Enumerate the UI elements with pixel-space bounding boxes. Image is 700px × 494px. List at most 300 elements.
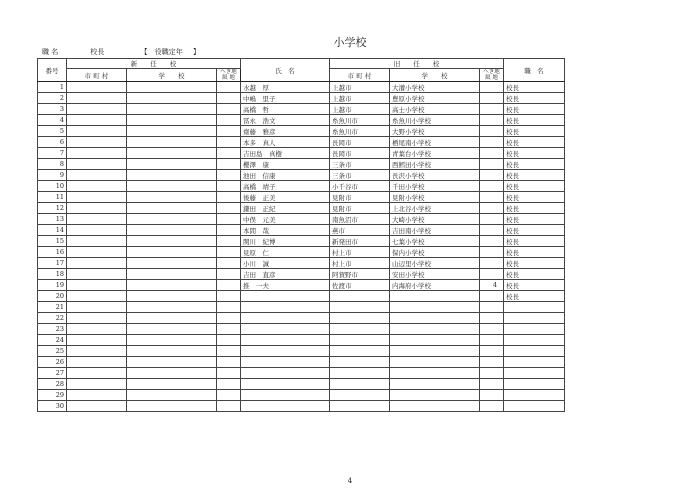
new-school-cell (127, 148, 217, 159)
old-city-cell: 長岡市 (330, 137, 390, 148)
old-district-cell (480, 82, 504, 93)
new-district-cell (217, 82, 241, 93)
old-city-cell: 佐渡市 (330, 280, 390, 291)
new-city-cell (67, 104, 127, 115)
position-cell (504, 401, 565, 412)
name-cell (241, 313, 330, 324)
old-school-cell: 山辺里小学校 (390, 258, 480, 269)
name-cell: 中俣 元美 (241, 214, 330, 225)
new-city-cell (67, 159, 127, 170)
position-cell: 校長 (504, 137, 565, 148)
old-city-cell: 長岡市 (330, 148, 390, 159)
new-district-cell (217, 225, 241, 236)
name-cell: 齋藤 雅彦 (241, 126, 330, 137)
old-district-cell (480, 302, 504, 313)
row-number: 1 (38, 82, 67, 93)
position-cell (504, 335, 565, 346)
old-city-cell: 村上市 (330, 258, 390, 269)
table-row (38, 280, 565, 291)
document-title: 小学校 (333, 36, 367, 49)
table-row (38, 181, 565, 192)
new-city-cell (67, 214, 127, 225)
name-cell: 高橋 靖子 (241, 181, 330, 192)
old-school-cell (390, 346, 480, 357)
row-number: 29 (38, 390, 67, 401)
table-row (38, 225, 565, 236)
header-new-school-name: 学 校 (127, 69, 217, 82)
table-row (38, 236, 565, 247)
row-number: 22 (38, 313, 67, 324)
position-cell: 校長 (504, 247, 565, 258)
old-district-cell (480, 368, 504, 379)
name-cell (241, 324, 330, 335)
new-school-cell (127, 214, 217, 225)
old-school-cell: 千田小学校 (390, 181, 480, 192)
row-number: 20 (38, 291, 67, 302)
new-city-cell (67, 335, 127, 346)
bracket-open: 【 (140, 48, 148, 56)
new-school-cell (127, 280, 217, 291)
table-row (38, 203, 565, 214)
new-district-cell (217, 159, 241, 170)
row-number: 30 (38, 401, 67, 412)
position-cell: 校長 (504, 82, 565, 93)
old-district-cell: 4 (480, 280, 504, 291)
old-school-cell: 糸魚川小学校 (390, 115, 480, 126)
row-number: 3 (38, 104, 67, 115)
row-number: 4 (38, 115, 67, 126)
row-number: 9 (38, 170, 67, 181)
new-school-cell (127, 192, 217, 203)
old-district-cell (480, 181, 504, 192)
old-city-cell: 新発田市 (330, 236, 390, 247)
new-district-cell (217, 368, 241, 379)
new-school-cell (127, 93, 217, 104)
position-cell: 校長 (504, 126, 565, 137)
row-number: 24 (38, 335, 67, 346)
old-city-cell: 三条市 (330, 170, 390, 181)
position-cell: 校長 (504, 258, 565, 269)
old-district-cell (480, 390, 504, 401)
new-city-cell (67, 346, 127, 357)
name-cell: 吉田 直彦 (241, 269, 330, 280)
header-old-district (480, 69, 504, 82)
new-school-cell (127, 313, 217, 324)
old-district-cell (480, 115, 504, 126)
new-district-cell (217, 269, 241, 280)
roster-table (37, 58, 565, 412)
table-row (38, 335, 565, 346)
old-city-cell: 見附市 (330, 203, 390, 214)
old-city-cell: 南魚沼市 (330, 214, 390, 225)
old-district-cell (480, 335, 504, 346)
name-cell: 関川 紀博 (241, 236, 330, 247)
row-number: 15 (38, 236, 67, 247)
new-school-cell (127, 291, 217, 302)
table-row (38, 269, 565, 280)
header-old-district-top: へき地 (483, 69, 500, 75)
row-number: 21 (38, 302, 67, 313)
new-school-cell (127, 390, 217, 401)
old-city-cell (330, 335, 390, 346)
position-cell (504, 379, 565, 390)
old-district-cell (480, 104, 504, 115)
new-city-cell (67, 192, 127, 203)
new-school-cell (127, 137, 217, 148)
bracket-close: 】 (192, 48, 200, 56)
position-cell: 校長 (504, 148, 565, 159)
new-district-cell (217, 181, 241, 192)
name-cell (241, 335, 330, 346)
new-city-cell (67, 137, 127, 148)
old-district-cell (480, 236, 504, 247)
name-cell: 水越 厚 (241, 82, 330, 93)
table-row (38, 148, 565, 159)
row-number: 17 (38, 258, 67, 269)
row-number: 6 (38, 137, 67, 148)
old-school-cell: 保内小学校 (390, 247, 480, 258)
roster-body (38, 82, 565, 412)
old-district-cell (480, 203, 504, 214)
table-row (38, 324, 565, 335)
new-school-cell (127, 115, 217, 126)
new-district-cell (217, 192, 241, 203)
row-number: 16 (38, 247, 67, 258)
new-city-cell (67, 379, 127, 390)
name-cell (241, 291, 330, 302)
name-cell: 本間 哉 (241, 225, 330, 236)
new-school-cell (127, 159, 217, 170)
table-row (38, 104, 565, 115)
table-row (38, 159, 565, 170)
old-district-cell (480, 126, 504, 137)
old-district-cell (480, 269, 504, 280)
new-city-cell (67, 401, 127, 412)
new-school-cell (127, 225, 217, 236)
row-number: 13 (38, 214, 67, 225)
old-school-cell (390, 324, 480, 335)
position-cell: 校長 (504, 291, 565, 302)
new-school-cell (127, 335, 217, 346)
position-cell (504, 368, 565, 379)
new-city-cell (67, 302, 127, 313)
position-cell (504, 346, 565, 357)
new-city-cell (67, 258, 127, 269)
new-city-cell (67, 126, 127, 137)
old-district-cell (480, 247, 504, 258)
position-cell: 校長 (504, 225, 565, 236)
position-cell (504, 313, 565, 324)
old-district-cell (480, 170, 504, 181)
new-city-cell (67, 181, 127, 192)
position-cell: 校長 (504, 236, 565, 247)
new-district-cell (217, 93, 241, 104)
name-cell: 池田 信康 (241, 170, 330, 181)
old-city-cell (330, 302, 390, 313)
position-cell (504, 390, 565, 401)
position-cell (504, 302, 565, 313)
new-district-cell (217, 126, 241, 137)
row-number: 10 (38, 181, 67, 192)
old-district-cell (480, 324, 504, 335)
table-row (38, 247, 565, 258)
position-cell: 校長 (504, 181, 565, 192)
table-row (38, 302, 565, 313)
row-number: 25 (38, 346, 67, 357)
old-school-cell: 栖尾南小学校 (390, 137, 480, 148)
header-old-district-bottom: 級 地 (485, 75, 498, 81)
table-row (38, 258, 565, 269)
position-cell: 校長 (504, 280, 565, 291)
new-district-cell (217, 335, 241, 346)
new-school-cell (127, 181, 217, 192)
old-school-cell: 高士小学校 (390, 104, 480, 115)
new-school-cell (127, 104, 217, 115)
old-school-cell (390, 357, 480, 368)
row-number: 19 (38, 280, 67, 291)
old-city-cell (330, 346, 390, 357)
new-school-cell (127, 126, 217, 137)
header-old-school: 旧 任 校 (330, 59, 504, 69)
new-city-cell (67, 203, 127, 214)
row-number: 23 (38, 324, 67, 335)
new-district-cell (217, 302, 241, 313)
new-school-cell (127, 247, 217, 258)
new-city-cell (67, 225, 127, 236)
old-city-cell (330, 291, 390, 302)
name-cell (241, 357, 330, 368)
old-district-cell (480, 192, 504, 203)
old-school-cell: 長沢小学校 (390, 170, 480, 181)
old-city-cell: 小千谷市 (330, 181, 390, 192)
name-cell (241, 368, 330, 379)
old-district-cell (480, 214, 504, 225)
old-school-cell: 見附小学校 (390, 192, 480, 203)
old-school-cell (390, 335, 480, 346)
old-city-cell: 上越市 (330, 93, 390, 104)
position-cell: 校長 (504, 203, 565, 214)
old-city-cell (330, 357, 390, 368)
old-city-cell: 阿賀野市 (330, 269, 390, 280)
new-city-cell (67, 93, 127, 104)
new-district-cell (217, 258, 241, 269)
header-new-district (217, 69, 241, 82)
old-district-cell (480, 137, 504, 148)
name-cell (241, 390, 330, 401)
old-school-cell (390, 379, 480, 390)
old-district-cell (480, 93, 504, 104)
new-district-cell (217, 214, 241, 225)
old-district-cell (480, 346, 504, 357)
name-cell: 見原 仁 (241, 247, 330, 258)
position-cell: 校長 (504, 93, 565, 104)
header-row-top (38, 59, 565, 69)
name-cell: 鎌田 正紀 (241, 203, 330, 214)
row-number: 8 (38, 159, 67, 170)
page-number: 4 (347, 477, 353, 485)
new-school-cell (127, 401, 217, 412)
table-row (38, 390, 565, 401)
old-school-cell (390, 291, 480, 302)
meta-line (42, 47, 200, 57)
shokumei-label: 職 名 (42, 48, 59, 56)
old-district-cell (480, 159, 504, 170)
new-school-cell (127, 302, 217, 313)
row-number: 7 (38, 148, 67, 159)
table-row (38, 170, 565, 181)
old-school-cell: 七葉小学校 (390, 236, 480, 247)
new-district-cell (217, 236, 241, 247)
row-number: 14 (38, 225, 67, 236)
old-school-cell: 青葉台小学校 (390, 148, 480, 159)
new-school-cell (127, 324, 217, 335)
new-school-cell (127, 258, 217, 269)
new-district-cell (217, 291, 241, 302)
table-row (38, 115, 565, 126)
old-district-cell (480, 357, 504, 368)
name-cell (241, 401, 330, 412)
header-name: 氏 名 (241, 59, 330, 82)
new-city-cell (67, 390, 127, 401)
position-cell: 校長 (504, 269, 565, 280)
new-school-cell (127, 346, 217, 357)
new-district-cell (217, 203, 241, 214)
row-number: 12 (38, 203, 67, 214)
name-cell (241, 302, 330, 313)
new-district-cell (217, 115, 241, 126)
new-district-cell (217, 137, 241, 148)
new-school-cell (127, 269, 217, 280)
table-row (38, 368, 565, 379)
name-cell: 冨永 浩文 (241, 115, 330, 126)
new-district-cell (217, 104, 241, 115)
old-city-cell (330, 379, 390, 390)
new-city-cell (67, 280, 127, 291)
new-city-cell (67, 324, 127, 335)
name-cell (241, 346, 330, 357)
old-city-cell (330, 313, 390, 324)
position-cell (504, 357, 565, 368)
old-school-cell (390, 313, 480, 324)
shokumei-value: 校長 (90, 48, 105, 56)
table-row (38, 313, 565, 324)
old-school-cell: 上北谷小学校 (390, 203, 480, 214)
header-old-city: 市 町 村 (330, 69, 390, 82)
old-district-cell (480, 258, 504, 269)
new-school-cell (127, 379, 217, 390)
new-city-cell (67, 247, 127, 258)
new-district-cell (217, 324, 241, 335)
table-row (38, 379, 565, 390)
row-number: 5 (38, 126, 67, 137)
old-school-cell: 大崎小学校 (390, 214, 480, 225)
header-new-district-top: へき地 (220, 69, 237, 75)
old-school-cell: 豊原小学校 (390, 93, 480, 104)
old-city-cell: 見附市 (330, 192, 390, 203)
new-city-cell (67, 170, 127, 181)
new-district-cell (217, 247, 241, 258)
old-school-cell: 大野小学校 (390, 126, 480, 137)
old-city-cell: 上越市 (330, 82, 390, 93)
new-school-cell (127, 170, 217, 181)
name-cell: 推 一夫 (241, 280, 330, 291)
name-cell: 後藤 正美 (241, 192, 330, 203)
header-new-school: 新 任 校 (67, 59, 241, 69)
table-row (38, 126, 565, 137)
old-district-cell (480, 401, 504, 412)
table-row (38, 82, 565, 93)
old-school-cell: 大瀁小学校 (390, 82, 480, 93)
new-city-cell (67, 148, 127, 159)
new-school-cell (127, 82, 217, 93)
old-school-cell: 内海府小学校 (390, 280, 480, 291)
old-district-cell (480, 313, 504, 324)
new-district-cell (217, 390, 241, 401)
name-cell: 高橋 哲 (241, 104, 330, 115)
old-district-cell (480, 291, 504, 302)
old-city-cell: 糸魚川市 (330, 115, 390, 126)
position-cell: 校長 (504, 159, 565, 170)
new-school-cell (127, 236, 217, 247)
old-city-cell: 三条市 (330, 159, 390, 170)
new-district-cell (217, 357, 241, 368)
header-old-school-name: 学 校 (390, 69, 480, 82)
header-new-city: 市 町 村 (67, 69, 127, 82)
name-cell (241, 379, 330, 390)
row-number: 18 (38, 269, 67, 280)
new-district-cell (217, 170, 241, 181)
row-number: 28 (38, 379, 67, 390)
new-school-cell (127, 357, 217, 368)
table-row (38, 357, 565, 368)
old-school-cell (390, 390, 480, 401)
old-city-cell: 糸魚川市 (330, 126, 390, 137)
old-district-cell (480, 148, 504, 159)
old-city-cell: 上越市 (330, 104, 390, 115)
name-cell: 吉田島 真樹 (241, 148, 330, 159)
old-school-cell (390, 302, 480, 313)
position-cell: 校長 (504, 170, 565, 181)
header-number: 番号 (38, 59, 67, 82)
new-city-cell (67, 291, 127, 302)
new-district-cell (217, 401, 241, 412)
old-school-cell (390, 368, 480, 379)
new-district-cell (217, 148, 241, 159)
row-number: 26 (38, 357, 67, 368)
old-school-cell: 吉田南小学校 (390, 225, 480, 236)
table-row (38, 192, 565, 203)
table-row (38, 137, 565, 148)
old-district-cell (480, 379, 504, 390)
old-city-cell (330, 390, 390, 401)
new-city-cell (67, 82, 127, 93)
old-city-cell (330, 368, 390, 379)
table-row (38, 93, 565, 104)
name-cell: 櫻澤 康 (241, 159, 330, 170)
new-city-cell (67, 236, 127, 247)
old-district-cell (480, 225, 504, 236)
new-city-cell (67, 115, 127, 126)
new-city-cell (67, 313, 127, 324)
position-cell: 校長 (504, 214, 565, 225)
row-number: 27 (38, 368, 67, 379)
new-district-cell (217, 346, 241, 357)
retire-label: 役職定年 (154, 48, 183, 56)
new-district-cell (217, 280, 241, 291)
new-city-cell (67, 269, 127, 280)
old-school-cell: 西鱈田小学校 (390, 159, 480, 170)
new-school-cell (127, 203, 217, 214)
